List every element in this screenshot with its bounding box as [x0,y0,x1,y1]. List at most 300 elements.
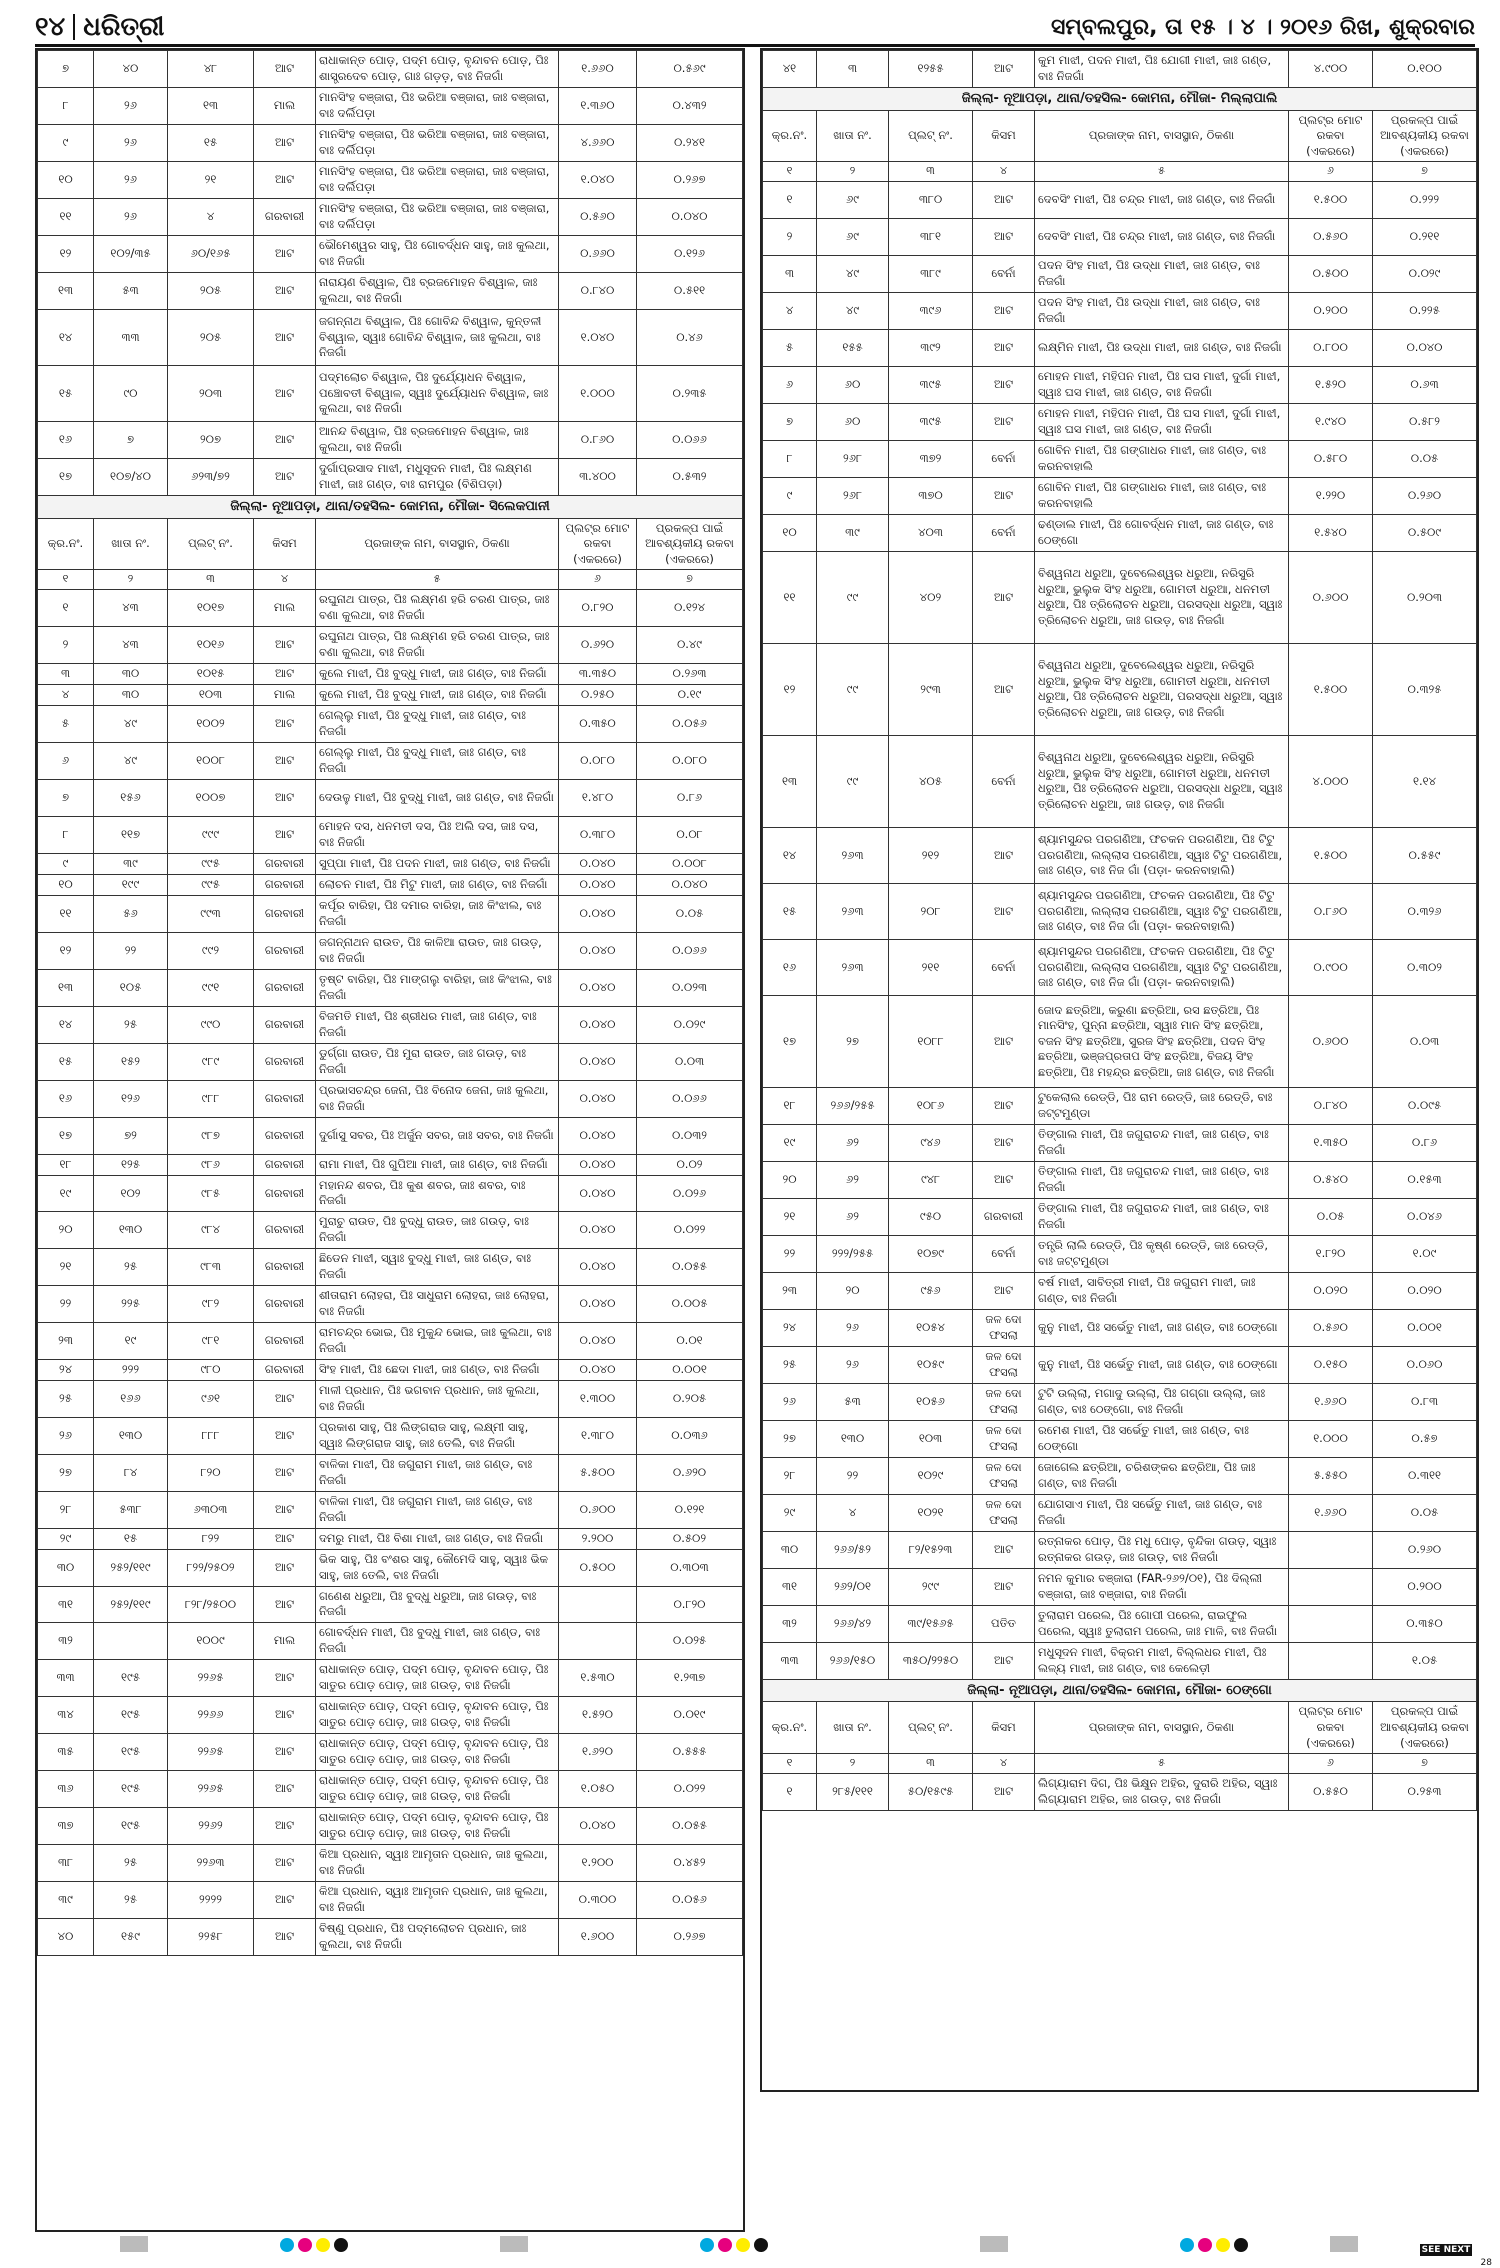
table-row [38,1322,743,1359]
plot-cell: ୪ [168,199,254,236]
khata-cell: ୬୯ [817,218,889,255]
total-area-cell [1289,1568,1373,1605]
table-row [763,1124,1477,1161]
owner-cell: କୁଲେ ମାଝୀ, ପିଃ ବୁଦ୍ଧୁ ମାଝୀ, ଜାଃ ଗଣ୍ଡ, ବାଃ ନିଜଗାଁ [316,684,559,705]
kisam-cell: ଆଟ [973,1161,1035,1198]
serial-cell: ୧୩ [38,969,94,1006]
table-row [38,1919,743,1956]
section-title: ଜିଲ୍ଲା- ନୂଆପଡ଼ା, ଥାନା/ତହସିଲ- କୋମନା, ମୌଜା- ମିଲ୍ଲାପାଲି [763,88,1477,111]
owner-cell: ଯୋଗସାଏ ମାଝୀ, ପିଃ ସର୍ଭେତୁ ମାଝୀ, ଜାଃ ଗଣ୍ଡ, ବାଃ ନିଜଗାଁ [1035,1494,1289,1531]
serial-cell: ୧୫ [38,1043,94,1080]
table-row [763,1773,1477,1810]
khata-cell: ୨୬୬/୫୨ [817,1531,889,1568]
table-row [38,1491,743,1528]
acquire-area-cell: ୦.୪୯ [637,626,743,663]
serial-cell: ୨୪ [38,1359,94,1380]
serial-cell: ୨୧ [763,1198,817,1235]
serial-cell: ୧୬ [38,1080,94,1117]
serial-cell: ୧୮ [763,1087,817,1124]
total-area-cell: ୦.୧୫୦ [1289,1346,1373,1383]
serial-cell: ୩୨ [763,1605,817,1642]
kisam-cell: ଆଟ [254,779,316,816]
serial-cell: ୬ [38,742,94,779]
owner-cell: ରମେଶ ମାଝୀ, ପିଃ ସର୍ଭେତୁ ମାଝୀ, ଜାଃ ଗଣ୍ଡ, ବାଃ ଠେଙ୍ଗୋ [1035,1420,1289,1457]
plot-cell: ୧୦୦୭ [168,779,254,816]
acquire-area-cell: ୦.୧୨୬ [637,236,743,273]
total-area-cell: ୦.୨୦୦ [1289,292,1373,329]
table-row [38,932,743,969]
khata-cell: ୬୦ [817,403,889,440]
total-area-cell [1289,1642,1373,1679]
plot-cell: ୧୦୧୬ [168,626,254,663]
acquire-area-cell: ୦.୦୨୯ [1373,255,1477,292]
khata-cell: ୧୦୭/୪୦ [94,459,168,496]
kisam-cell: ଆଟ [973,551,1035,643]
kisam-cell: ଜଳ ଦୋ ଫସଲା [973,1457,1035,1494]
owner-cell: ରାମଚନ୍ଦ୍ର ଭୋଇ, ପିଃ ମୁକୁନ୍ଦ ଭୋଇ, ଜାଃ କୁଲଥା, ବାଃ ନିଜଗାଁ [316,1322,559,1359]
plot-cell: ୨୨୬୫ [168,1734,254,1771]
plot-cell: ୬୩୦୩ [168,1491,254,1528]
khata-cell: ୨୬ [94,162,168,199]
owner-cell: ଗୋବିନ ମାଝୀ, ପିଃ ଗଙ୍ଗାଧର ମାଝୀ, ଜାଃ ଗଣ୍ଡ, ବାଃ କରନବାହାଲି [1035,440,1289,477]
table-row [38,1154,743,1175]
serial-cell: ୨୬ [763,1383,817,1420]
owner-cell: ଦେବସିଂ ମାଝୀ, ପିଃ ଚନ୍ଦ୍ର ମାଝୀ, ଜାଃ ଗଣ୍ଡ, ବାଃ ନିଜଗାଁ [1035,181,1289,218]
owner-cell: ପଦନ ସିଂହ ମାଝୀ, ପିଃ ଉଦ୍ଧା ମାଝୀ, ଜାଃ ଗଣ୍ଡ, ବାଃ ନିଜଗାଁ [1035,255,1289,292]
plot-cell: ୮୨/୧୫୨୩ [889,1531,973,1568]
plot-cell: ୮୨୮/୨୫୦୦ [168,1586,254,1622]
masthead-divider [73,14,75,40]
table-row [763,1198,1477,1235]
owner-cell: ପ୍ରକାଶ ସାହୁ, ପିଃ ଲିଙ୍ଗରାଜ ସାହୁ, ଲକ୍ଷ୍ମୀ ସାହୁ, ସ୍ୱାଃ ଲିଙ୍ଗରାଜ ସାହୁ, ଜାଃ ତେଲି, ବାଃ ନିଜଗାଁ [316,1417,559,1454]
acquire-area-cell: ୦.୦୮ [637,816,743,853]
serial-cell: ୨୩ [38,1322,94,1359]
owner-cell: ବିଶ୍ୱନାଥ ଧରୁଆ, ଦୁବେଲେଶ୍ୱର ଧରୁଆ, ନରିସୁରି ଧରୁଆ, ଭୁଲୁକ ସିଂହ ଧରୁଆ, ଗୋମତୀ ଧରୁଆ, ଧନମତୀ ଧରୁଆ, ପିଃ ତ୍ରିଲୋଚନ ଧରୁଆ, ପରସଦ୍ଧା ଧରୁଆ, ସ୍ୱାଃ ତ୍ରିଲୋଚନ ଧରୁଆ, ଜାଃ ଗଉଡ଼, ବାଃ ନିଜଗାଁ [1035,643,1289,735]
total-area-cell: ୦.୫୦୦ [559,1549,637,1586]
table-row [763,440,1477,477]
owner-cell: ରାମା ମାଝୀ, ପିଃ ଗୁପିଆ ମାଝୀ, ଜାଃ ଗଣ୍ଡ, ବାଃ ନିଜଗାଁ [316,1154,559,1175]
khata-cell: ୨୭ [817,995,889,1087]
khata-cell: ୬୨ [817,1161,889,1198]
kisam-cell: ଆଟ [973,1568,1035,1605]
serial-cell: ୩୧ [763,1568,817,1605]
plot-cell: ୩୯୬ [889,292,973,329]
total-area-cell: ୦.୫୫୦ [1289,1773,1373,1810]
table-row [38,1380,743,1417]
acquire-area-cell: ୦.୫୦୨ [637,1528,743,1549]
kisam-cell: ଜଳ ଦୋ ଫସଲା [973,1420,1035,1457]
serial-cell: ୧୪ [38,1006,94,1043]
owner-cell: ମାନସିଂହ ବଞ୍ଜାରା, ପିଃ ଭରିଆ ବଞ୍ଜାରା, ଜାଃ ବଞ୍ଜାରା, ବାଃ ଦର୍ଲିପଡ଼ା [316,125,559,162]
serial-cell: ୧୩ [38,273,94,310]
total-area-cell: ୦.୫୦୦ [1289,255,1373,292]
table-row [38,1359,743,1380]
owner-cell: ମହାନନ୍ଦ ଶବର, ପିଃ କୁଶ ଶବର, ଜାଃ ଶବର, ବାଃ ନିଜଗାଁ [316,1175,559,1211]
total-area-cell: ୧.୫୪୦ [1289,514,1373,551]
kisam-cell: ଗରବାରୀ [254,969,316,1006]
khata-cell: ୧୫୯ [94,1919,168,1956]
acquire-area-cell: ୦.୦୫୬ [637,705,743,742]
column-header-row [38,518,743,570]
serial-cell: ୨୫ [763,1346,817,1383]
plot-cell: ୨୦୩ [168,366,254,422]
total-area-cell: ୦.୮୬୦ [559,422,637,459]
khata-cell: ୮୪ [94,1454,168,1491]
owner-cell: କର୍ପୂର ବାରିହା, ପିଃ ଦମାର ବାରିହା, ଜାଃ କିଂଝାଲ, ବାଃ ନିଜଗାଁ [316,895,559,932]
serial-cell: ୨୪ [763,1309,817,1346]
acquire-area-cell: ୦.୦୨୨ [637,1211,743,1248]
owner-cell: ଗୋବିନ ମାଝୀ, ପିଃ ଗଙ୍ଗାଧର ମାଝୀ, ଜାଃ ଗଣ୍ଡ, ବାଃ କରନବାହାଲି [1035,477,1289,514]
serial-cell: ୧୨ [38,932,94,969]
total-area-cell: ୦.୬୨୦ [559,626,637,663]
khata-cell: ୩୦ [94,684,168,705]
table-row [763,1605,1477,1642]
column-number: ୧ [763,162,817,182]
total-area-cell: ୦.୦୪୦ [559,1043,637,1080]
total-area-cell: ୦.୯୦୦ [1289,939,1373,995]
owner-cell: କୁନୁ ମାଝୀ, ପିଃ ସର୍ଭେତୁ ମାଝୀ, ଜାଃ ଗଣ୍ଡ, ବାଃ ଠେଙ୍ଗୋ [1035,1309,1289,1346]
column-number: ୪ [973,1754,1035,1774]
total-area-cell: ୦.୦୪୦ [559,1006,637,1043]
acquire-area-cell: ୦.୦୨୬ [637,1175,743,1211]
total-area-cell: ୪.୯୦୦ [1289,51,1373,88]
total-area-cell: ୩.୩୫୦ [559,663,637,684]
khata-cell: ୨୫୨/୧୧୯ [94,1586,168,1622]
total-area-cell: ୦.୨୫୦ [559,684,637,705]
total-area-cell: ୦.୫୬୦ [1289,1309,1373,1346]
total-area-cell: ୦.୫୬୦ [559,199,637,236]
plot-cell: ୧୦୫୪ [889,1309,973,1346]
serial-cell: ୬ [763,366,817,403]
acquire-area-cell: ୧.୦୫ [1373,1642,1477,1679]
total-area-cell: ୧.୬୦୦ [559,1919,637,1956]
khata-cell: ୨୬୮ [817,477,889,514]
paper-name: ଧରିତ୍ରୀ [83,11,165,42]
khata-cell: ୨୫ [94,1006,168,1043]
total-area-cell: ୦.୬୦୦ [1289,995,1373,1087]
khata-cell: ୨୫ [94,1882,168,1919]
serial-cell: ୨୩ [763,1272,817,1309]
table-row [38,1043,743,1080]
table-row [38,779,743,816]
owner-cell: ଶ୍ୟାମସୁନ୍ଦର ପରଗଣିଆ, ଫଚକନ ପରଗଣିଆ, ପିଃ ଟିଟୁ ପରଗଣିଆ, ଲଲ୍ଲାସ ପରଗଣିଆ, ସ୍ୱାଃ ଟିଟୁ ପରଗଣିଆ, ଜାଃ ଗଣ୍ଡ, ବାଃ ନିଜ ଗାଁ (ପଡ଼ା- କରନବାହାଲି) [1035,883,1289,939]
total-area-cell: ୧.୩୬୦ [559,88,637,125]
acquire-area-cell: ୦.୨୬୩ [637,663,743,684]
khata-cell: ୨୬୬/୨୫୫ [817,1087,889,1124]
serial-cell: ୩ [763,255,817,292]
serial-cell: ୨୦ [763,1161,817,1198]
column-number-row [38,570,743,590]
acquire-area-cell: ୦.୨୬୭ [637,162,743,199]
owner-cell: ଜୋଦ ଛତ୍ରିଆ, କରୁଣା ଛତ୍ରିଆ, ରସ ଛତ୍ରିଆ, ପିଃ ମାନସିଂହ, ପୁନ୍ନା ଛତ୍ରିଆ, ସ୍ୱାଃ ମାନ ସିଂହ ଛତ୍ରିଆ, ବଜନ ସିଂହ ଛତ୍ରିଆ, ସୁରଜ ସିଂହ ଛତ୍ରିଆ, ପଦନ ସିଂହ ଛତ୍ରିଆ, ଭଞ୍ଜପ୍ରତାପ ସିଂହ ଛତ୍ରିଆ, ବିଜୟ ସିଂହ ଛତ୍ରିଆ, ପିଃ ମହନ୍ଦ୍ର ଛତ୍ରିଆ, ଜାଃ ଗଣ୍ଡ, ବାଃ ନିଜଗାଁ [1035,995,1289,1087]
owner-cell: ଶ୍ୟାମସୁନ୍ଦର ପରଗଣିଆ, ଫଚକନ ପରଗଣିଆ, ପିଃ ଟିଟୁ ପରଗଣିଆ, ଲଲ୍ଲାସ ପରଗଣିଆ, ସ୍ୱାଃ ଟିଟୁ ପରଗଣିଆ, ଜାଃ ଗଣ୍ଡ, ବାଃ ନିଜ ଗାଁ (ପଡ଼ା- କରନବାହାଲି) [1035,827,1289,883]
serial-cell: ୧୦ [38,874,94,895]
khata-cell: ୨୬ [94,199,168,236]
gray-swatch [500,2236,528,2252]
acquire-area-cell: ୦.୪୩୨ [637,88,743,125]
acquire-area-cell: ୦.୫୭ [1373,1420,1477,1457]
serial-cell: ୩୪ [38,1697,94,1734]
table-row [38,310,743,366]
khata-cell: ୬୨ [817,1198,889,1235]
total-area-cell: ୦.୦୪୦ [559,1154,637,1175]
serial-cell: ୪୦ [38,1919,94,1956]
total-area-cell: ୧.୬୬୦ [559,51,637,88]
khata-cell: ୨୬ [94,88,168,125]
plot-cell: ୨୨୬୬ [168,1697,254,1734]
total-area-cell: ୧.୨୦୦ [559,1845,637,1882]
total-area-cell: ୫.୫୦୦ [559,1454,637,1491]
table-row [763,51,1477,88]
khata-cell: ୪୯ [817,292,889,329]
khata-cell: ୬୦ [817,366,889,403]
kisam-cell: ଆଟ [254,1697,316,1734]
total-area-cell: ୧.୬୬୦ [1289,1383,1373,1420]
total-area-cell: ୦.୫୬୦ [1289,218,1373,255]
serial-cell: ୧୯ [763,1124,817,1161]
khata-cell: ୧୬୬ [94,1380,168,1417]
plot-cell: ୧୦୧୭ [168,589,254,626]
acquire-area-cell: ୦.୫୬୯ [637,51,743,88]
acquire-area-cell: ୦.୨୬୭ [637,1919,743,1956]
serial-cell: ୩୨ [38,1623,94,1660]
table-row [38,1808,743,1845]
plot-cell: ୩୭୨ [889,440,973,477]
owner-cell: ରଘୁନାଥ ପାତ୍ର, ପିଃ ଲକ୍ଷ୍ମଣ ହରି ଚରଣ ପାତ୍ର, ଜାଃ ବଣା କୁଲଥା, ବାଃ ନିଜଗାଁ [316,589,559,626]
serial-cell: ୭ [38,779,94,816]
table-row [38,199,743,236]
table-row [38,1117,743,1154]
plot-cell: ୧୦୩ [889,1420,973,1457]
khata-cell: ୨୫ [94,1845,168,1882]
table-row [38,1882,743,1919]
kisam-cell: ଗରବାରୀ [254,932,316,969]
khata-cell: ୨୬ [817,1309,889,1346]
serial-cell: ୮ [763,440,817,477]
owner-cell: ଗେଲ୍ଲୁ ମାଝୀ, ପିଃ ବୁଦ୍ଧୁ ମାଝୀ, ଜାଃ ଗଣ୍ଡ, ବାଃ ନିଜଗାଁ [316,742,559,779]
serial-cell: ୩୬ [38,1771,94,1808]
serial-cell: ୪୧ [763,51,817,88]
column-number-row [763,162,1477,182]
owner-cell: ଲିଗ୍ୟାରାମ ଦିଗ, ପିଃ ଭିକ୍ଷୁନ ଅହିର, ଦୁରାରି ଅହିର, ସ୍ୱାଃ ଲିଗ୍ୟାରାମ ଅହିର, ଜାଃ ଗଉଡ଼, ବାଃ ନିଜଗାଁ [1035,1773,1289,1810]
owner-cell: ଲକ୍ଷ୍ମିନ ମାଝୀ, ପିଃ ଉଦ୍ଧା ମାଝୀ, ଜାଃ ଗଣ୍ଡ, ବାଃ ନିଜଗାଁ [1035,329,1289,366]
serial-cell: ୩୭ [38,1808,94,1845]
plot-cell: ୧୦୦୯ [168,1623,254,1660]
kisam-cell: ଆଟ [254,626,316,663]
serial-cell: ୧୫ [763,883,817,939]
owner-cell: ଛିଡେନ ମାଝୀ, ସ୍ୱାଃ ବୁଦ୍ଧୁ ମାଝୀ, ଜାଃ ଗଣ୍ଡ, ବାଃ ନିଜଗାଁ [316,1248,559,1285]
column-number: ୩ [889,162,973,182]
table-row [38,895,743,932]
acquire-area-cell: ୦.୦୫ [637,895,743,932]
kisam-cell: ଗରବାରୀ [254,1248,316,1285]
khata-cell: ୯୦ [94,366,168,422]
serial-cell: ୧୮ [38,1154,94,1175]
total-area-cell: ୧.୩୫୦ [1289,1124,1373,1161]
acquire-area-cell: ୦.୨୦୩ [1373,551,1477,643]
serial-cell: ୧୩ [763,735,817,827]
table-row [763,1383,1477,1420]
table-row [38,1586,743,1622]
owner-cell: ବିଜମତି ମାଝୀ, ପିଃ ଶ୍ରୀଧର ମାଝୀ, ଜାଃ ଗଣ୍ଡ, ବାଃ ନିଜଗାଁ [316,1006,559,1043]
plot-cell: ୧୦୨୧ [889,1494,973,1531]
table-row [38,1697,743,1734]
table-row [38,1660,743,1697]
table-row [38,684,743,705]
plot-cell: ୫୦/୧୫୯୫ [889,1773,973,1810]
acquire-area-cell: ୦.୧୦୦ [1373,51,1477,88]
plot-cell: ୨୦୮ [889,883,973,939]
kisam-cell: ଆଟ [254,459,316,496]
khata-cell: ୨୬୩ [817,827,889,883]
table-row [38,162,743,199]
column-header-khata: ଖାତା ନଂ. [817,110,889,162]
plot-cell: ୯୮୮ [168,1080,254,1117]
khata-cell: ୧୨୫ [94,1154,168,1175]
table-row [763,1346,1477,1383]
acquire-area-cell: ୦.୦୩୨ [637,1117,743,1154]
column-header-row [763,110,1477,162]
kisam-cell: ଆଟ [254,1919,316,1956]
khata-cell: ୨୬୬/୪୨ [817,1605,889,1642]
khata-cell: ୧୫ [94,1528,168,1549]
acquire-area-cell: ୦.୧୯ [637,684,743,705]
serial-cell: ୫ [763,329,817,366]
khata-cell: ୨୫ [94,1248,168,1285]
khata-cell: ୧୩୦ [817,1420,889,1457]
table-row [38,1623,743,1660]
plot-cell: ୩୮୦ [889,181,973,218]
owner-cell: ରାଧାକାନ୍ତ ପୋଡ଼, ପଦ୍ମ ପୋଡ଼, ବୃନ୍ଦାବନ ପୋଡ଼, ପିଃ ଶାସ୍ତ୍ରଦେବ ପୋଡ଼, ଗାଃ ଗଡ଼ଡ଼, ବାଃ ନିଜଗାଁ [316,51,559,88]
acquire-area-cell: ୦.୮୬ [1373,1124,1477,1161]
plot-cell: ୩୯୫ [889,403,973,440]
kisam-cell: ଗରବାରୀ [254,1080,316,1117]
total-area-cell: ୦.୫୪୦ [1289,1161,1373,1198]
serial-cell: ୨୯ [38,1528,94,1549]
serial-cell: ୧୬ [763,939,817,995]
plot-cell: ୯୮୧ [168,1322,254,1359]
khata-cell: ୧୫୨ [94,1043,168,1080]
total-area-cell: ୧.୪୮୦ [559,779,637,816]
kisam-cell: ଆଟ [254,705,316,742]
plot-cell: ୨୨୬୫ [168,1771,254,1808]
khata-cell: ୨୨ [94,932,168,969]
total-area-cell: ୧.୫୨୦ [1289,366,1373,403]
section-heading [38,496,743,519]
khata-cell: ୨୬୬/୧୫୦ [817,1642,889,1679]
khata-cell: ୨୬ [94,125,168,162]
owner-cell: କିଆ ପ୍ରଧାନ, ସ୍ୱାଃ ଆମୃତାନ ପ୍ରଧାନ, ଜାଃ କୁଲଥା, ବାଃ ନିଜଗାଁ [316,1882,559,1919]
serial-cell: ୨୯ [763,1494,817,1531]
total-area-cell: ୦.୦୪୦ [559,874,637,895]
kisam-cell: ଜଳ ଦୋ ଫସଲା [973,1346,1035,1383]
plot-cell: ୯୮୯ [168,1043,254,1080]
plot-cell: ୯୫୬ [889,1272,973,1309]
serial-cell: ୮ [38,816,94,853]
right-column [760,48,1479,2092]
table-row [763,551,1477,643]
table-row [38,1006,743,1043]
owner-cell: ଭିକ ସାହୁ, ପିଃ ବଂଶର ସାହୁ, କୌମେଦି ସାହୁ, ସ୍ୱାଃ ଭିକ ସାହୁ, ଜାଃ ତେଲି, ବାଃ ନିଜଗାଁ [316,1549,559,1586]
total-area-cell: ୦.୮୪୦ [1289,1087,1373,1124]
registration-dot [334,2238,348,2252]
serial-cell: ୧୧ [38,895,94,932]
khata-cell: ୪୯ [94,742,168,779]
plot-cell: ୨୨୬୩ [168,1845,254,1882]
column-number: ୬ [1289,162,1373,182]
acquire-area-cell: ୦.୦୦୧ [637,1359,743,1380]
owner-cell: ରାଧାକାନ୍ତ ପୋଡ଼, ପଦ୍ମ ପୋଡ଼, ବୃନ୍ଦାବନ ପୋଡ଼, ପିଃ ସାତୁର ପୋଡ଼ ପୋଡ଼, ଜାଃ ଗଉଡ଼, ବାଃ ନିଜଗାଁ [316,1771,559,1808]
column-header-row [763,1702,1477,1754]
acquire-area-cell: ୦.୧୨୧ [637,1491,743,1528]
plot-cell: ୯୯୩ [168,895,254,932]
khata-cell: ୯୯ [817,551,889,643]
plot-cell: ୩୯/୧୫୬୫ [889,1605,973,1642]
plot-cell: ୧୦୮୮ [889,995,973,1087]
owner-cell: ତୃଷ୍ଟ ବାରିହା, ପିଃ ମାଙ୍ଗଲୁ ବାରିହା, ଜାଃ କିଂଝାଲ, ବାଃ ନିଜଗାଁ [316,969,559,1006]
table-row [763,1309,1477,1346]
column-header-khata: ଖାତା ନଂ. [94,518,168,570]
serial-cell: ୩ [38,663,94,684]
table-row [38,853,743,874]
khata-cell [94,1623,168,1660]
total-area-cell: ୦.୩୫୦ [559,705,637,742]
section-heading [763,88,1477,111]
acquire-area-cell: ୦.୦୫ [1373,1494,1477,1531]
total-area-cell: ୧.୮୨୦ [1289,1235,1373,1272]
serial-cell: ୧୯ [38,1175,94,1211]
total-area-cell: ୦.୩୦୦ [559,1882,637,1919]
column-number: ୪ [254,570,316,590]
khata-cell: ୧୦୨/୩୫ [94,236,168,273]
total-area-cell: ୦.୦୪୦ [559,1117,637,1154]
owner-cell: ବିଶ୍ୱନାଥ ଧରୁଆ, ଦୁବେଲେଶ୍ୱର ଧରୁଆ, ନରିସୁରି ଧରୁଆ, ଭୁଲୁକ ସିଂହ ଧରୁଆ, ଗୋମତୀ ଧରୁଆ, ଧନମତୀ ଧରୁଆ, ପିଃ ତ୍ରିଲୋଚନ ଧରୁଆ, ପରସଦ୍ଧା ଧରୁଆ, ସ୍ୱାଃ ତ୍ରିଲୋଚନ ଧରୁଆ, ଜାଃ ଗଉଡ଼, ବାଃ ନିଜଗାଁ [1035,551,1289,643]
kisam-cell: ଆଟ [973,883,1035,939]
table-row [38,459,743,496]
kisam-cell: ଆଟ [254,162,316,199]
owner-cell: ମୋହନ ମାଝୀ, ମହିପନ ମାଝୀ, ପିଃ ଘସ ମାଝୀ, ଦୁର୍ଗା ମାଝୀ, ସ୍ୱାଃ ଘସ ମାଝୀ, ଜାଃ ଗଣ୍ଡ, ବାଃ ନିଜଗାଁ [1035,403,1289,440]
acquire-area-cell: ୦.୦୬୬ [637,1080,743,1117]
khata-cell: ୧୯୫ [94,1771,168,1808]
kisam-cell: ଆଟ [973,995,1035,1087]
plot-cell: ୯୯୫ [168,853,254,874]
owner-cell: ଢଣ୍ଡାଲ ମାଝୀ, ପିଃ ଗୋବର୍ଦ୍ଧନ ମାଝୀ, ଜାଃ ଗଣ୍ଡ, ବାଃ ଠେଙ୍ଗୋ [1035,514,1289,551]
acquire-area-cell: ୦.୨୬୦ [1373,477,1477,514]
acquire-area-cell: ୦.୨୩୫ [637,366,743,422]
plot-cell: ୩୯୫ [889,366,973,403]
kisam-cell: ଆଟ [254,816,316,853]
registration-dot [1234,2238,1248,2252]
khata-cell: ୨୨୫ [94,1285,168,1322]
table-row [763,1457,1477,1494]
kisam-cell: ଆଟ [973,292,1035,329]
column-number: ୨ [817,1754,889,1774]
table-row [763,1531,1477,1568]
total-area-cell: ୧.୬୬୦ [1289,1494,1373,1531]
dateline: ସମ୍ବଲପୁର, ତା ୧୫ । ୪ । ୨୦୧୬ ରିଖ, ଶୁକ୍ରବାର [1051,14,1475,40]
serial-cell: ୫ [38,705,94,742]
khata-cell: ୩୦ [94,663,168,684]
acquire-area-cell: ୦.୨୨୫ [1373,292,1477,329]
owner-cell: ରତ୍ନାକର ପୋଡ଼, ପିଃ ମଧୁ ପୋଡ଼, ବୃନ୍ଦିକା ଗଉଡ଼, ସ୍ୱାଃ ରତ୍ନାକର ଗଉଡ଼, ଜାଃ ଗଉଡ଼, ବାଃ ନିଜଗାଁ [1035,1531,1289,1568]
column-header-khata: ଖାତା ନଂ. [817,1702,889,1754]
plot-cell: ୯୯୯ [168,816,254,853]
column-number: ୭ [1373,1754,1477,1774]
plot-cell: ୨୧୧ [889,939,973,995]
plot-cell: ୪୦୩ [889,514,973,551]
khata-cell: ୧୯୫ [94,1660,168,1697]
khata-cell: ୪୯ [817,255,889,292]
